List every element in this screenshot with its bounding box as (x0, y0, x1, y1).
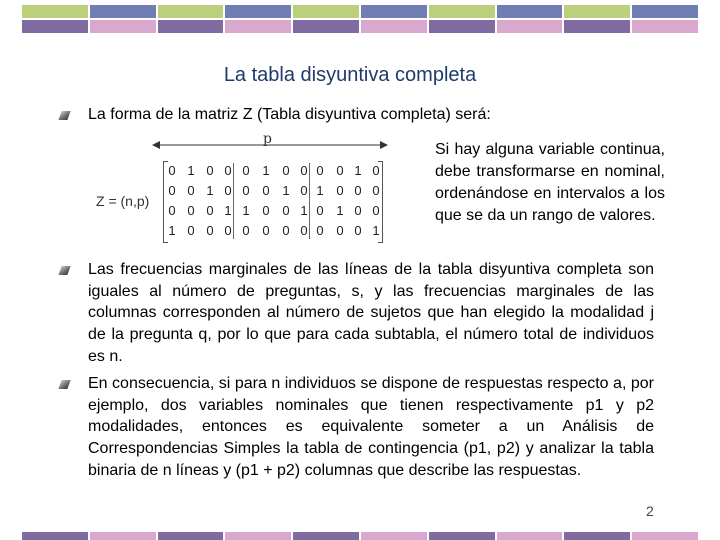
matrix-cell: 0 (300, 223, 308, 238)
top-decoration (22, 5, 698, 35)
matrix-cell: 0 (262, 223, 270, 238)
bullet-icon (58, 266, 70, 275)
matrix-cell: 0 (187, 183, 195, 198)
matrix-cell: 0 (300, 163, 308, 178)
matrix-cell: 0 (168, 183, 176, 198)
matrix-cell: 0 (354, 223, 362, 238)
matrix-cell: 0 (316, 223, 324, 238)
matrix-cell: 0 (187, 223, 195, 238)
matrix-cell: 1 (262, 163, 270, 178)
matrix-cell: 0 (224, 223, 232, 238)
bullet-text-matrix-form: La forma de la matriz Z (Tabla disyuntiva completa) será: (88, 106, 491, 123)
matrix-cell: 0 (282, 163, 290, 178)
matrix-cell: 1 (187, 163, 195, 178)
matrix-cell: 1 (242, 203, 250, 218)
disjunctive-matrix (163, 161, 383, 241)
matrix-cell: 0 (372, 183, 380, 198)
matrix-cell: 0 (282, 203, 290, 218)
matrix-cell: 0 (354, 183, 362, 198)
bottom-decoration (22, 532, 698, 540)
matrix-cell: 0 (242, 163, 250, 178)
matrix-cell: 0 (262, 203, 270, 218)
matrix-cell: 1 (168, 223, 176, 238)
bullet-text-consequence: En consecuencia, si para n individuos se dispone de respuestas respecto a, por ejemplo, dos variables nominales que tienen respectivamente p1 y p2 modalidades, entonces es equivalente someter a un Análisis de Correspondencias Simples la tabla de contingencia (p1, p2) y analizar la tabla binaria de n líneas y (p1 + p2) columnas que describe las respuestas. (88, 375, 654, 479)
matrix-cell: 0 (316, 163, 324, 178)
matrix-cell: 0 (206, 203, 214, 218)
matrix-cell: 0 (242, 183, 250, 198)
matrix-cell: 1 (372, 223, 380, 238)
matrix-cell: 0 (336, 223, 344, 238)
bullet-icon (58, 380, 70, 389)
page-number: 2 (646, 503, 654, 519)
matrix-cell: 0 (262, 183, 270, 198)
matrix-cell: 0 (354, 203, 362, 218)
matrix-cell: 0 (168, 163, 176, 178)
matrix-cell: 0 (316, 203, 324, 218)
bullet-text-marginal-frequencies: Las frecuencias marginales de las líneas de la tabla disyuntiva completa son iguales al número de preguntas, s, y las frecuencias marginales de las columnas corresponden al número de sujetos que han elegido la modalidad j de la pregunta q, por lo que para cada subtabla, el número total de individuos es n. (88, 261, 654, 365)
matrix-cell: 0 (206, 163, 214, 178)
matrix-cell: 0 (336, 183, 344, 198)
matrix-cell: 1 (224, 203, 232, 218)
matrix-cell: 1 (206, 183, 214, 198)
bullet-icon (58, 111, 70, 120)
matrix-cell: 0 (372, 203, 380, 218)
matrix-cell: 0 (300, 183, 308, 198)
matrix-cell: 0 (372, 163, 380, 178)
matrix-cell: 1 (300, 203, 308, 218)
matrix-cell: 0 (224, 183, 232, 198)
matrix-cell: 1 (354, 163, 362, 178)
matrix-label: Z = (n,p) (96, 193, 150, 209)
matrix-p-label: p (263, 131, 272, 147)
matrix-cell: 1 (336, 203, 344, 218)
matrix-cell: 0 (168, 203, 176, 218)
matrix-cell: 0 (206, 223, 214, 238)
side-note: Si hay alguna variable continua, debe transformarse en nominal, ordenándose en intervalos a los que se da un rango de valores. (435, 141, 665, 224)
matrix-cell: 0 (187, 203, 195, 218)
matrix-cell: 1 (282, 183, 290, 198)
slide-title: La tabla disyuntiva completa (223, 64, 477, 86)
matrix-cell: 0 (242, 223, 250, 238)
matrix-cell: 0 (336, 163, 344, 178)
double-arrow-icon (150, 138, 390, 152)
matrix-cell: 0 (224, 163, 232, 178)
matrix-cell: 1 (316, 183, 324, 198)
matrix-cell: 0 (282, 223, 290, 238)
